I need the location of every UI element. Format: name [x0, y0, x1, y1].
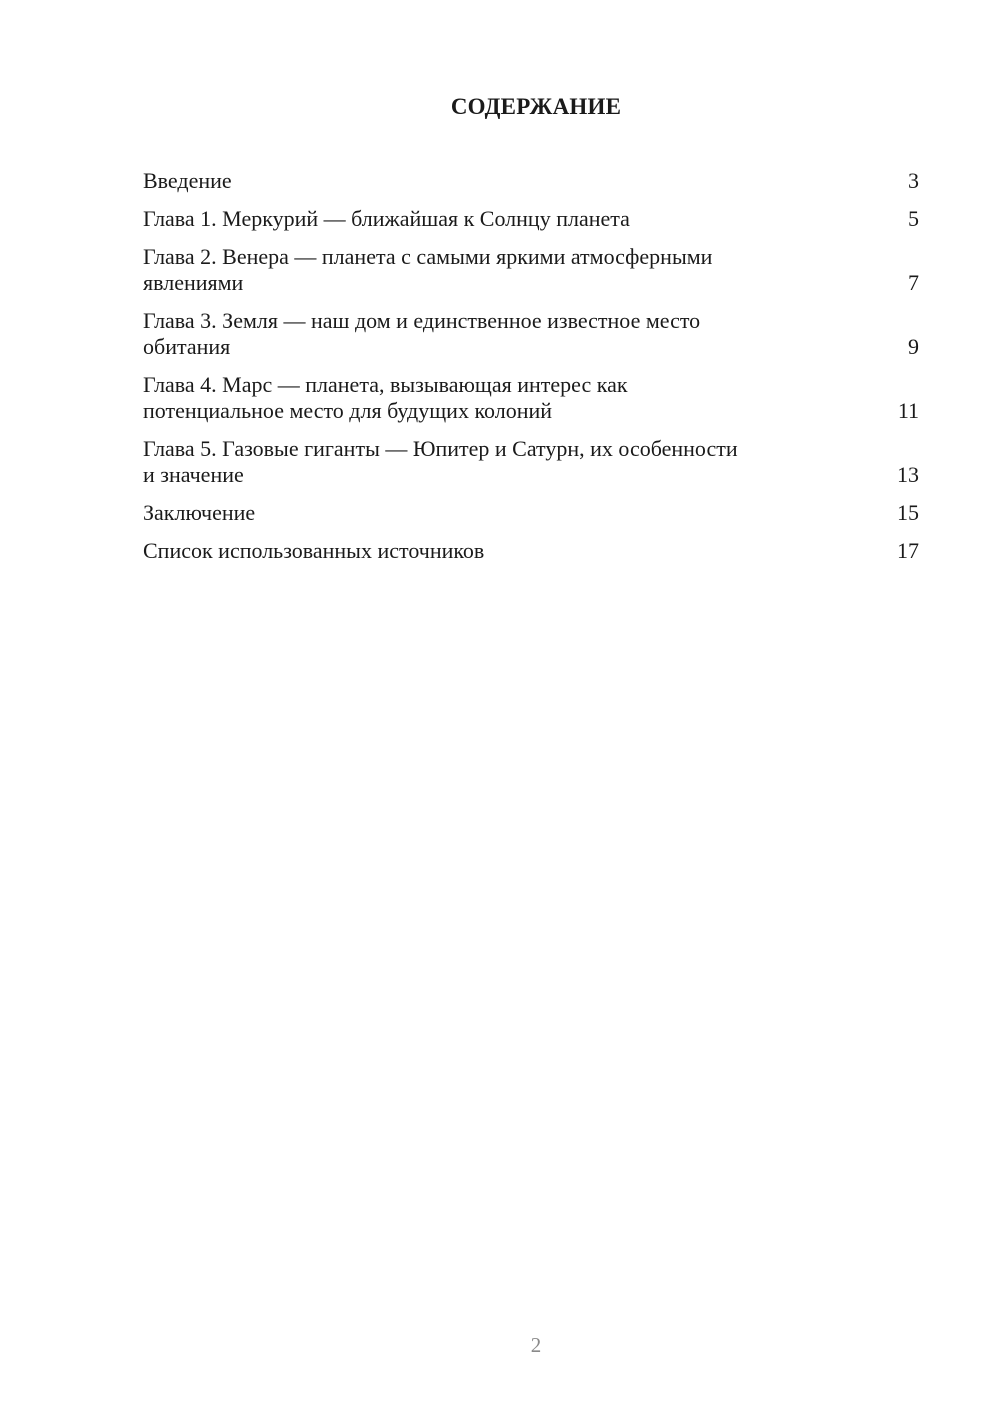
toc-entry-page: 3 [908, 168, 919, 193]
table-of-contents [143, 168, 919, 576]
toc-entry-line: Глава 3. Земля — наш дом и единственное известное место [143, 308, 701, 333]
toc-entry-line: Список использованных источников [143, 538, 485, 563]
toc-entry-line: Введение [143, 168, 232, 193]
toc-entry-text [143, 500, 823, 526]
toc-entry-conclusion [143, 500, 919, 526]
toc-entry-chapter-4 [143, 372, 919, 424]
toc-entry-page: 15 [897, 500, 919, 525]
toc-entry-line: Глава 5. Газовые гиганты — Юпитер и Сатурн, их особенности [143, 436, 738, 461]
toc-entry-text [143, 206, 823, 232]
toc-entry-page: 7 [908, 270, 919, 295]
toc-entry-text [143, 372, 823, 424]
toc-entry-line: явлениями [143, 270, 244, 295]
toc-entry-page: 17 [897, 538, 919, 563]
toc-entry-line: Глава 2. Венера — планета с самыми яркими атмосферными [143, 244, 713, 269]
toc-entry-text [143, 244, 823, 296]
toc-entry-page: 9 [908, 334, 919, 359]
page-number: 2 [530, 1333, 542, 1357]
toc-entry-introduction [143, 168, 919, 194]
toc-entry-line: и значение [143, 462, 244, 487]
toc-entry-line: Глава 4. Марс — планета, вызывающая интерес как [143, 372, 628, 397]
toc-entry-line: потенциальное место для будущих колоний [143, 398, 553, 423]
toc-entry-text [143, 168, 823, 194]
toc-entry-references [143, 538, 919, 564]
toc-entry-chapter-5 [143, 436, 919, 488]
toc-entry-chapter-1 [143, 206, 919, 232]
toc-entry-text [143, 308, 823, 360]
toc-entry-chapter-2 [143, 244, 919, 296]
toc-entry-line: обитания [143, 334, 231, 359]
toc-entry-line: Глава 1. Меркурий — ближайшая к Солнцу планета [143, 206, 630, 231]
toc-entry-page: 5 [908, 206, 919, 231]
toc-entry-line: Заключение [143, 500, 256, 525]
page-title: СОДЕРЖАНИЕ [450, 94, 622, 119]
toc-entry-text [143, 538, 823, 564]
toc-entry-page: 11 [897, 398, 919, 423]
toc-entry-page: 13 [897, 462, 919, 487]
toc-entry-text [143, 436, 823, 488]
toc-entry-chapter-3 [143, 308, 919, 360]
